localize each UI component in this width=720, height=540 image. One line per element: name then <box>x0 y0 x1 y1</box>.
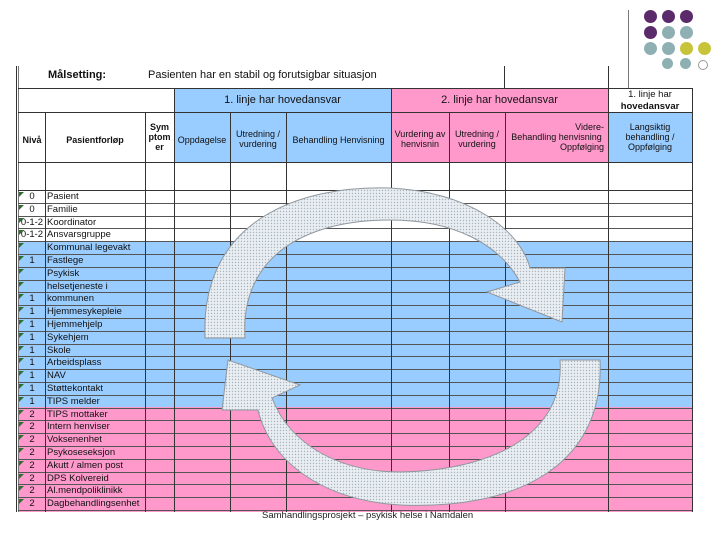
row-label: Støttekontakt <box>47 383 103 394</box>
row-label: Familie <box>47 203 78 215</box>
col-utredning-2: Utredning / vurdering <box>454 129 500 149</box>
col-niva: Nivå <box>22 135 42 145</box>
row-label: helsetjeneste i <box>47 280 108 292</box>
group3-title-line2: hovedansvar <box>620 101 680 112</box>
col-videre: Videre- Behandling henvisning Oppfølging <box>511 122 604 152</box>
col-oppdagelse: Oppdagelse <box>177 135 227 145</box>
upper-arrow-icon <box>205 188 565 338</box>
row-niva: 1 <box>29 306 35 318</box>
row-niva: 2 <box>29 472 35 484</box>
row-label: Pasient <box>47 191 79 202</box>
row-label: Psykoseseksjon <box>47 447 116 458</box>
row-niva: 1 <box>29 255 35 266</box>
row-niva: 1 <box>29 319 35 330</box>
row-label: DPS Kolvereid <box>47 472 109 484</box>
row-label: Al.mendpoliklinikk <box>47 485 123 497</box>
row-niva: 1 <box>29 293 35 305</box>
row-niva: 2 <box>29 459 35 471</box>
goal-label: Målsetting: <box>48 69 107 81</box>
row-niva: 1 <box>29 357 35 369</box>
goal-text: Pasienten har en stabil og forutsigbar situasjon <box>148 69 377 81</box>
row-label: TIPS melder <box>47 395 100 407</box>
footer-text: Samhandlingsprosjekt – psykisk helse i Namdalen <box>262 510 474 521</box>
row-label: Voksenenhet <box>47 434 102 446</box>
col-symptomer: Sym ptom er <box>148 122 171 152</box>
row-niva: 2 <box>29 408 35 420</box>
row-label: Psykisk <box>47 267 80 279</box>
row-label: Ansvarsgruppe <box>47 229 111 241</box>
col-vurdering-av: Vurdering av henvisnin <box>394 129 446 149</box>
row-niva: 1 <box>29 395 35 407</box>
row-niva: 2 <box>29 498 35 510</box>
row-niva: 1 <box>29 383 35 394</box>
row-niva: 2 <box>29 434 35 446</box>
group2-title: 2. linje har hovedansvar <box>441 94 558 106</box>
row-niva: 2 <box>29 421 35 433</box>
group3-title-line1: 1. linje har <box>628 89 672 100</box>
row-label: Hjemmehjelp <box>47 319 103 330</box>
col-behandling-1: Behandling Henvisning <box>292 135 385 145</box>
row-niva: 1 <box>29 344 35 356</box>
row-label: NAV <box>47 370 66 382</box>
row-niva: 0 <box>29 191 35 202</box>
lower-arrow-icon <box>222 360 600 505</box>
row-niva: 0-1-2 <box>20 229 44 241</box>
row-niva: 1 <box>29 331 35 343</box>
row-label: Sykehjem <box>47 331 89 343</box>
row-label: Kommunal legevakt <box>47 242 131 254</box>
row-label: Koordinator <box>47 216 97 228</box>
row-label: kommunen <box>47 293 94 305</box>
row-niva: 2 <box>29 485 35 497</box>
row-label: Intern henviser <box>47 421 110 433</box>
row-label: Akutt / almen post <box>47 459 124 471</box>
row-niva: 0-1-2 <box>20 216 44 228</box>
row-niva: 2 <box>29 447 35 458</box>
row-niva: 1 <box>29 370 35 382</box>
col-pasientforlop: Pasientforløp <box>66 135 124 145</box>
row-label: Skole <box>47 344 71 356</box>
row-label: Dagbehandlingsenhet <box>47 498 140 510</box>
row-niva: 0 <box>29 203 35 215</box>
row-label: Fastlege <box>47 255 84 266</box>
group1-title: 1. linje har hovedansvar <box>224 94 341 106</box>
col-langsiktig: Langsiktig behandling / Oppfølging <box>625 122 675 152</box>
col-utredning-1: Utredning / vurdering <box>235 129 281 149</box>
row-label: Hjemmesykepleie <box>47 306 122 318</box>
row-label: TIPS mottaker <box>47 408 108 420</box>
row-label: Arbeidsplass <box>47 357 102 369</box>
